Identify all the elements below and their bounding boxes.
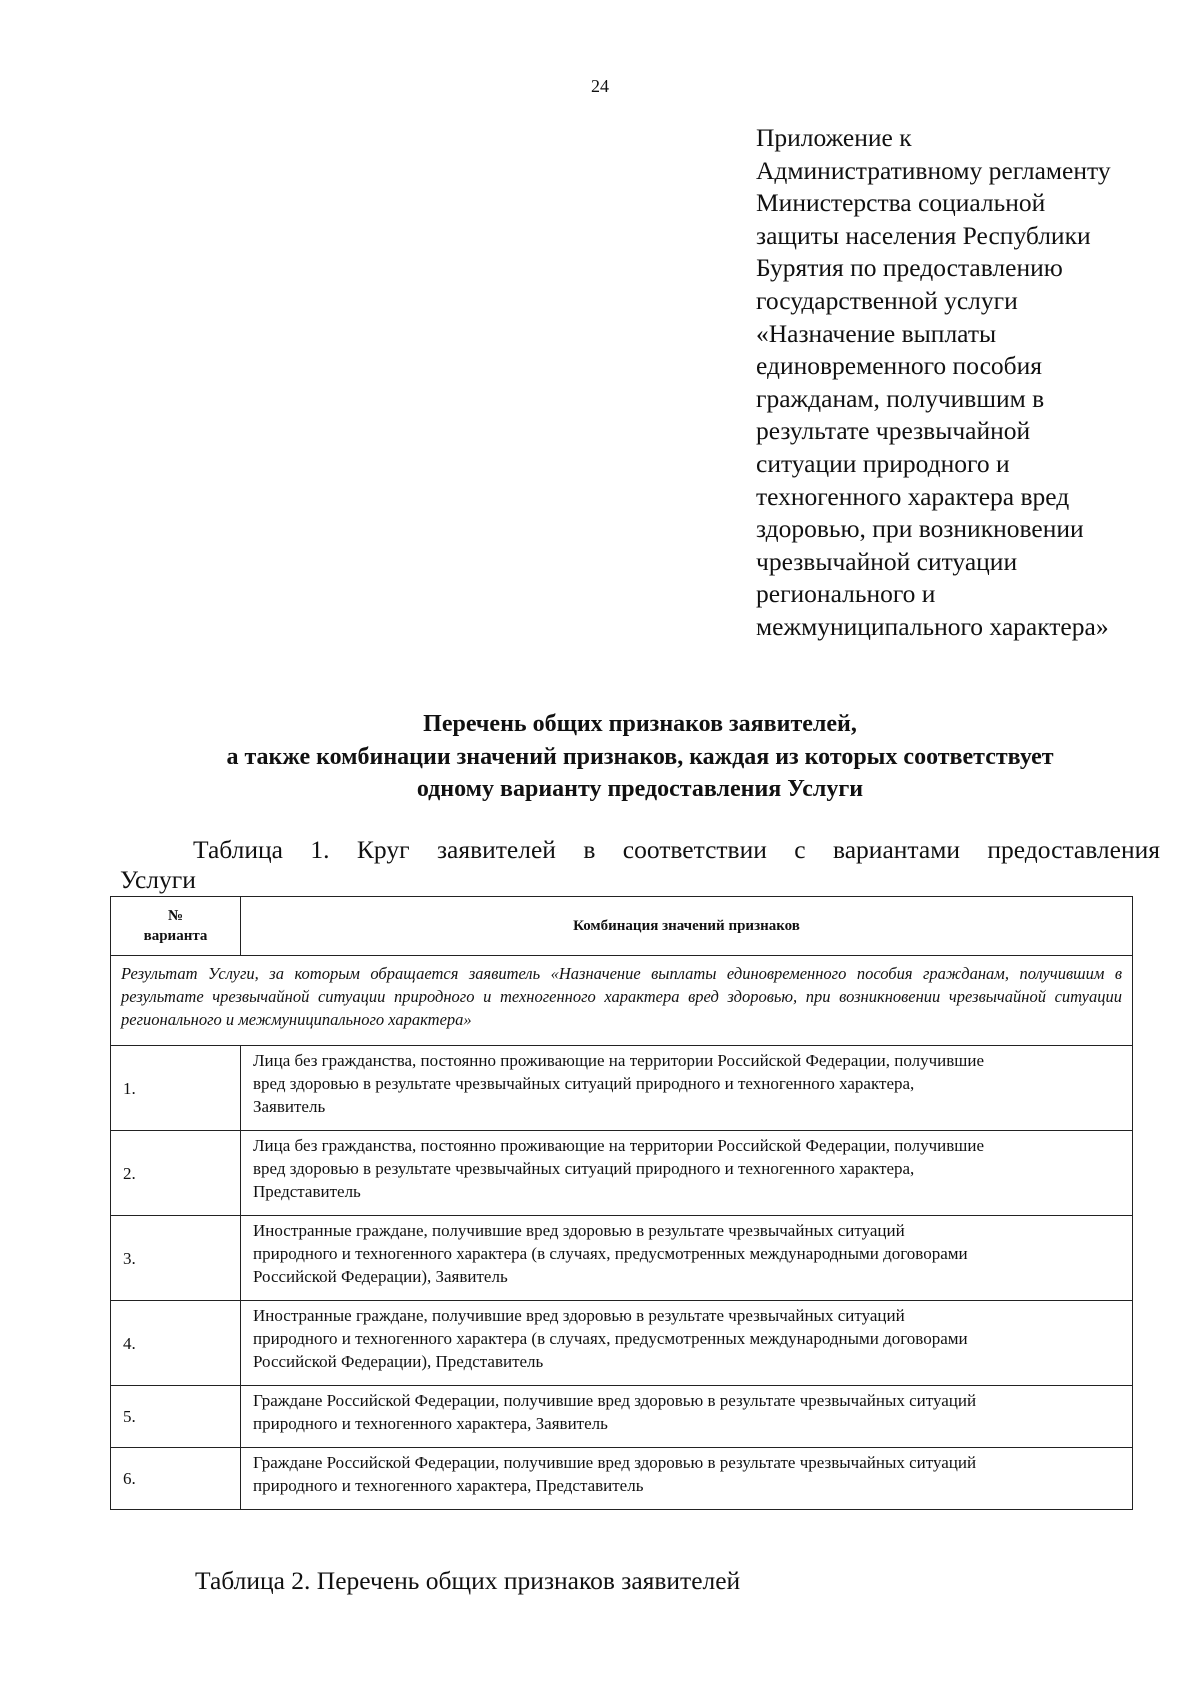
appendix-line: защиты населения Республики — [756, 220, 1091, 250]
result-cell: Результат Услуги, за которым обращается заявитель «Назначение выплаты единовременного пособия гражданам, получившим в результате чрезвычайной ситуации природного и техногенного характера вред здоровью, при возникновении чрезвычайной ситуации регионального и межмуниципального характера» — [111, 956, 1133, 1046]
description-line: Граждане Российской Федерации, получившие вред здоровью в результате чрезвычайных ситуаций — [253, 1453, 977, 1472]
appendix-line: «Назначение выплаты — [756, 318, 997, 348]
appendix-line: межмуниципального характера» — [756, 611, 1109, 641]
variant-description — [241, 1448, 1133, 1510]
table-row — [111, 1448, 1133, 1510]
appendix-line: Министерства социальной — [756, 188, 1046, 218]
table-row — [111, 1046, 1133, 1131]
table-header-row — [111, 897, 1133, 956]
page-number: 24 — [591, 76, 609, 96]
heading-line: Перечень общих признаков заявителей, — [423, 711, 857, 737]
header-num-label: варианта — [143, 928, 208, 944]
appendix-line: Административному регламенту — [756, 155, 1111, 185]
result-row — [111, 956, 1133, 1046]
appendix-line: результате чрезвычайной — [756, 416, 1031, 446]
table2-caption: Таблица 2. Перечень общих признаков заявителей — [195, 1566, 741, 1595]
appendix-note — [756, 122, 1176, 644]
description-line: вред здоровью в результате чрезвычайных ситуаций природного и техногенного характера, — [253, 1074, 915, 1093]
header-combination: Комбинация значений признаков — [241, 897, 1133, 956]
table-row — [111, 1216, 1133, 1301]
appendix-line: Бурятия по предоставлению — [756, 253, 1063, 283]
description-line: природного и техногенного характера (в случаях, предусмотренных международными договорами — [253, 1329, 968, 1348]
variant-description — [241, 1131, 1133, 1216]
variant-number: 4. — [111, 1301, 241, 1386]
description-line: Российской Федерации), Представитель — [253, 1352, 544, 1371]
section-heading — [0, 708, 1200, 806]
description-line: Иностранные граждане, получившие вред здоровью в результате чрезвычайных ситуаций — [253, 1221, 905, 1240]
variant-number: 2. — [111, 1131, 241, 1216]
table-row — [111, 1386, 1133, 1448]
variant-description — [241, 1301, 1133, 1386]
description-line: Иностранные граждане, получившие вред здоровью в результате чрезвычайных ситуаций — [253, 1306, 905, 1325]
description-line: Лица без гражданства, постоянно проживающие на территории Российской Федерации, получившие — [253, 1051, 984, 1070]
table-row — [111, 1131, 1133, 1216]
description-line: природного и техногенного характера, Заявитель — [253, 1414, 608, 1433]
table1-caption-line: Услуги — [120, 865, 196, 894]
header-num-symbol: № — [167, 908, 184, 924]
description-line: природного и техногенного характера, Представитель — [253, 1476, 644, 1495]
heading-line: одному варианту предоставления Услуги — [416, 776, 864, 802]
description-line: Лица без гражданства, постоянно проживающие на территории Российской Федерации, получившие — [253, 1136, 984, 1155]
variant-number: 5. — [111, 1386, 241, 1448]
description-line: Граждане Российской Федерации, получившие вред здоровью в результате чрезвычайных ситуаций — [253, 1391, 977, 1410]
description-line: Представитель — [253, 1182, 361, 1201]
appendix-line: Приложение к — [756, 123, 912, 152]
appendix-line: государственной услуги — [756, 285, 1018, 315]
appendix-line: техногенного характера вред — [756, 481, 1070, 511]
variant-description — [241, 1216, 1133, 1301]
variant-number: 1. — [111, 1046, 241, 1131]
description-line: Заявитель — [253, 1097, 326, 1116]
description-line: природного и техногенного характера (в случаях, предусмотренных международными договорами — [253, 1244, 968, 1263]
appendix-line: чрезвычайной ситуации — [756, 546, 1018, 576]
heading-line: а также комбинации значений признаков, каждая из которых соответствует — [226, 743, 1054, 770]
appendix-line: ситуации природного и — [756, 448, 1010, 478]
variant-number: 6. — [111, 1448, 241, 1510]
table-row — [111, 1301, 1133, 1386]
appendix-line: гражданам, получившим в — [756, 383, 1045, 413]
appendix-line: единовременного пособия — [756, 351, 1043, 381]
table1-caption — [120, 835, 1160, 895]
table1-caption-line: Таблица 1. Круг заявителей в соответствии с вариантами предоставления — [193, 835, 1160, 864]
description-line: вред здоровью в результате чрезвычайных ситуаций природного и техногенного характера, — [253, 1159, 915, 1178]
variants-table — [110, 896, 1133, 1510]
variant-description — [241, 1386, 1133, 1448]
description-line: Российской Федерации), Заявитель — [253, 1267, 508, 1286]
variant-number: 3. — [111, 1216, 241, 1301]
appendix-line: здоровью, при возникновении — [756, 514, 1084, 544]
header-variant-number — [111, 897, 241, 956]
variant-description — [241, 1046, 1133, 1131]
appendix-line: регионального и — [756, 579, 936, 609]
